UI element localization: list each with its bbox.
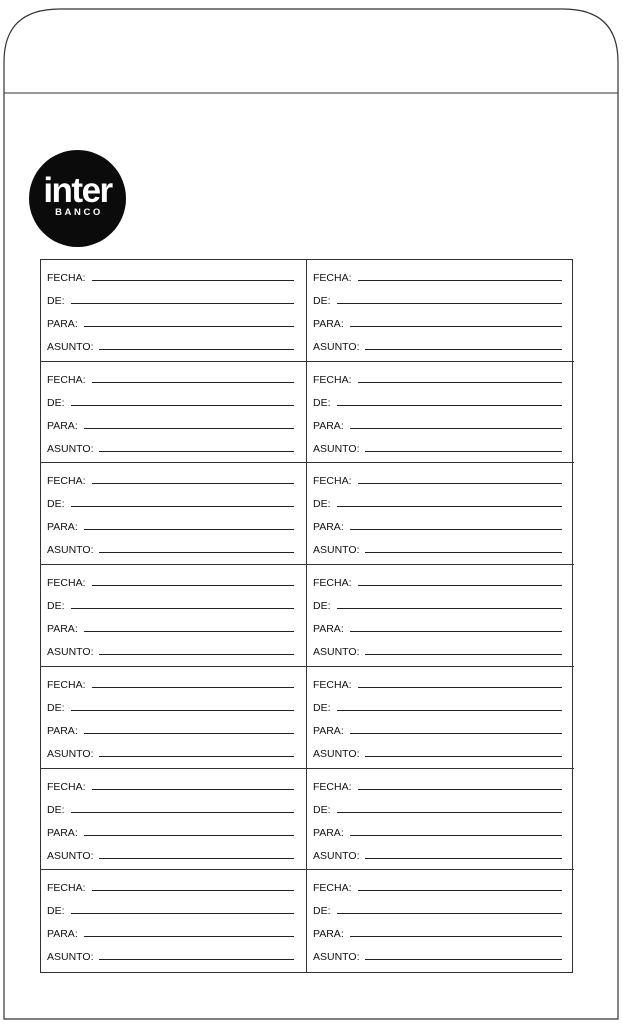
de-row — [313, 395, 562, 409]
de-label: DE: — [47, 498, 65, 511]
fecha-row — [313, 473, 562, 487]
asunto-line — [365, 959, 562, 960]
fecha-line — [358, 687, 562, 688]
asunto-label: ASUNTO: — [313, 747, 360, 760]
de-line — [337, 405, 562, 406]
fecha-row — [313, 880, 562, 894]
para-line — [350, 529, 562, 530]
fecha-row — [47, 779, 294, 793]
de-row — [313, 802, 562, 816]
para-label: PARA: — [313, 724, 344, 737]
address-label — [307, 565, 574, 667]
para-label: PARA: — [47, 318, 78, 330]
para-line — [350, 835, 562, 836]
para-line — [350, 326, 562, 327]
fecha-row — [47, 677, 294, 691]
asunto-row — [313, 441, 562, 455]
de-line — [337, 913, 562, 914]
para-row — [313, 926, 562, 940]
para-line — [84, 733, 294, 734]
asunto-line — [365, 858, 562, 859]
fecha-row — [313, 372, 562, 386]
address-label — [307, 667, 574, 769]
fecha-label: FECHA: — [313, 373, 352, 386]
address-label — [307, 260, 574, 362]
asunto-label: ASUNTO: — [313, 341, 360, 353]
de-row — [47, 700, 294, 714]
para-row — [313, 418, 562, 432]
fecha-label: FECHA: — [47, 475, 86, 488]
para-line — [84, 326, 294, 327]
address-label — [41, 667, 307, 769]
para-line — [84, 936, 294, 937]
fecha-label: FECHA: — [47, 882, 86, 895]
fecha-label: FECHA: — [313, 475, 352, 488]
fecha-line — [92, 585, 294, 586]
fecha-label: FECHA: — [313, 882, 352, 895]
fecha-row — [47, 575, 294, 589]
de-line — [71, 303, 294, 304]
para-line — [84, 835, 294, 836]
para-row — [47, 316, 294, 330]
inter-banco-logo — [29, 150, 126, 247]
para-line — [350, 936, 562, 937]
fecha-row — [47, 372, 294, 386]
para-line — [84, 428, 294, 429]
asunto-line — [365, 756, 562, 757]
address-label — [41, 870, 307, 972]
para-label: PARA: — [47, 623, 78, 636]
asunto-label: ASUNTO: — [313, 544, 360, 557]
de-label: DE: — [313, 295, 331, 307]
para-row — [313, 519, 562, 533]
address-label — [41, 769, 307, 871]
para-line — [350, 631, 562, 632]
de-line — [71, 506, 294, 507]
asunto-label: ASUNTO: — [313, 849, 360, 862]
asunto-line — [99, 756, 294, 757]
para-label: PARA: — [313, 318, 344, 330]
fecha-label: FECHA: — [47, 678, 86, 691]
para-line — [84, 631, 294, 632]
fecha-line — [358, 789, 562, 790]
de-row — [313, 496, 562, 510]
fecha-row — [47, 270, 294, 284]
de-line — [71, 812, 294, 813]
de-row — [313, 903, 562, 917]
asunto-row — [47, 949, 294, 963]
para-label: PARA: — [47, 419, 78, 432]
asunto-row — [47, 848, 294, 862]
fecha-label: FECHA: — [313, 780, 352, 793]
de-row — [313, 293, 562, 307]
para-row — [313, 621, 562, 635]
asunto-label: ASUNTO: — [47, 544, 94, 557]
de-line — [71, 913, 294, 914]
asunto-row — [47, 441, 294, 455]
asunto-row — [47, 644, 294, 658]
asunto-label: ASUNTO: — [313, 442, 360, 455]
de-label: DE: — [47, 803, 65, 816]
de-row — [47, 802, 294, 816]
asunto-row — [47, 746, 294, 760]
para-label: PARA: — [47, 826, 78, 839]
fecha-label: FECHA: — [47, 272, 86, 284]
fecha-line — [92, 280, 294, 281]
de-row — [313, 598, 562, 612]
asunto-row — [313, 644, 562, 658]
para-line — [350, 733, 562, 734]
de-line — [337, 608, 562, 609]
de-line — [337, 506, 562, 507]
fecha-row — [313, 677, 562, 691]
fecha-row — [313, 575, 562, 589]
address-label — [307, 769, 574, 871]
de-label: DE: — [47, 396, 65, 409]
para-row — [47, 418, 294, 432]
para-line — [84, 529, 294, 530]
de-line — [337, 303, 562, 304]
para-row — [47, 926, 294, 940]
de-label: DE: — [313, 498, 331, 511]
de-line — [337, 710, 562, 711]
para-label: PARA: — [313, 521, 344, 534]
asunto-label: ASUNTO: — [313, 646, 360, 659]
asunto-row — [47, 339, 294, 353]
fecha-line — [358, 382, 562, 383]
asunto-line — [365, 552, 562, 553]
fecha-label: FECHA: — [313, 678, 352, 691]
para-row — [47, 723, 294, 737]
logo-subtitle: BANCO — [55, 207, 103, 218]
asunto-row — [313, 746, 562, 760]
asunto-line — [99, 552, 294, 553]
de-label: DE: — [47, 905, 65, 918]
asunto-line — [365, 451, 562, 452]
address-label — [41, 565, 307, 667]
fecha-line — [92, 483, 294, 484]
de-label: DE: — [313, 803, 331, 816]
fecha-row — [313, 779, 562, 793]
fecha-line — [358, 280, 562, 281]
address-label — [41, 362, 307, 464]
label-grid — [40, 259, 573, 973]
logo-wordmark: inter — [43, 171, 112, 210]
address-label — [307, 870, 574, 972]
de-label: DE: — [47, 600, 65, 613]
fecha-line — [358, 585, 562, 586]
de-label: DE: — [47, 701, 65, 714]
para-label: PARA: — [313, 623, 344, 636]
asunto-line — [365, 349, 562, 350]
para-label: PARA: — [47, 928, 78, 941]
fecha-row — [47, 880, 294, 894]
asunto-label: ASUNTO: — [47, 849, 94, 862]
fecha-label: FECHA: — [47, 577, 86, 590]
fecha-line — [358, 890, 562, 891]
asunto-label: ASUNTO: — [47, 747, 94, 760]
para-label: PARA: — [313, 826, 344, 839]
asunto-row — [313, 542, 562, 556]
para-row — [313, 825, 562, 839]
address-label — [41, 260, 307, 362]
de-label: DE: — [47, 295, 65, 307]
de-label: DE: — [313, 905, 331, 918]
fecha-label: FECHA: — [47, 780, 86, 793]
fecha-row — [313, 270, 562, 284]
de-line — [337, 812, 562, 813]
de-row — [47, 293, 294, 307]
para-label: PARA: — [47, 521, 78, 534]
para-label: PARA: — [313, 928, 344, 941]
fecha-line — [92, 890, 294, 891]
fecha-label: FECHA: — [313, 577, 352, 590]
asunto-line — [99, 959, 294, 960]
asunto-row — [313, 949, 562, 963]
para-row — [47, 621, 294, 635]
address-label — [307, 362, 574, 464]
de-line — [71, 405, 294, 406]
fecha-line — [92, 382, 294, 383]
de-row — [313, 700, 562, 714]
fecha-label: FECHA: — [47, 373, 86, 386]
para-row — [313, 723, 562, 737]
de-row — [47, 395, 294, 409]
para-label: PARA: — [313, 419, 344, 432]
para-label: PARA: — [47, 724, 78, 737]
de-row — [47, 903, 294, 917]
fecha-line — [92, 687, 294, 688]
fecha-row — [47, 473, 294, 487]
address-label — [41, 463, 307, 565]
asunto-label: ASUNTO: — [313, 951, 360, 964]
fecha-line — [358, 483, 562, 484]
de-row — [47, 598, 294, 612]
para-row — [47, 825, 294, 839]
de-row — [47, 496, 294, 510]
asunto-label: ASUNTO: — [47, 442, 94, 455]
de-label: DE: — [313, 600, 331, 613]
asunto-line — [99, 858, 294, 859]
para-line — [350, 428, 562, 429]
asunto-row — [313, 339, 562, 353]
fecha-line — [92, 789, 294, 790]
asunto-label: ASUNTO: — [47, 646, 94, 659]
asunto-row — [47, 542, 294, 556]
asunto-line — [99, 654, 294, 655]
de-label: DE: — [313, 396, 331, 409]
asunto-row — [313, 848, 562, 862]
de-line — [71, 608, 294, 609]
para-row — [313, 316, 562, 330]
para-row — [47, 519, 294, 533]
asunto-label: ASUNTO: — [47, 951, 94, 964]
asunto-line — [99, 451, 294, 452]
de-line — [71, 710, 294, 711]
de-label: DE: — [313, 701, 331, 714]
address-label — [307, 463, 574, 565]
asunto-line — [99, 349, 294, 350]
asunto-line — [365, 654, 562, 655]
asunto-label: ASUNTO: — [47, 341, 94, 353]
fecha-label: FECHA: — [313, 272, 352, 284]
